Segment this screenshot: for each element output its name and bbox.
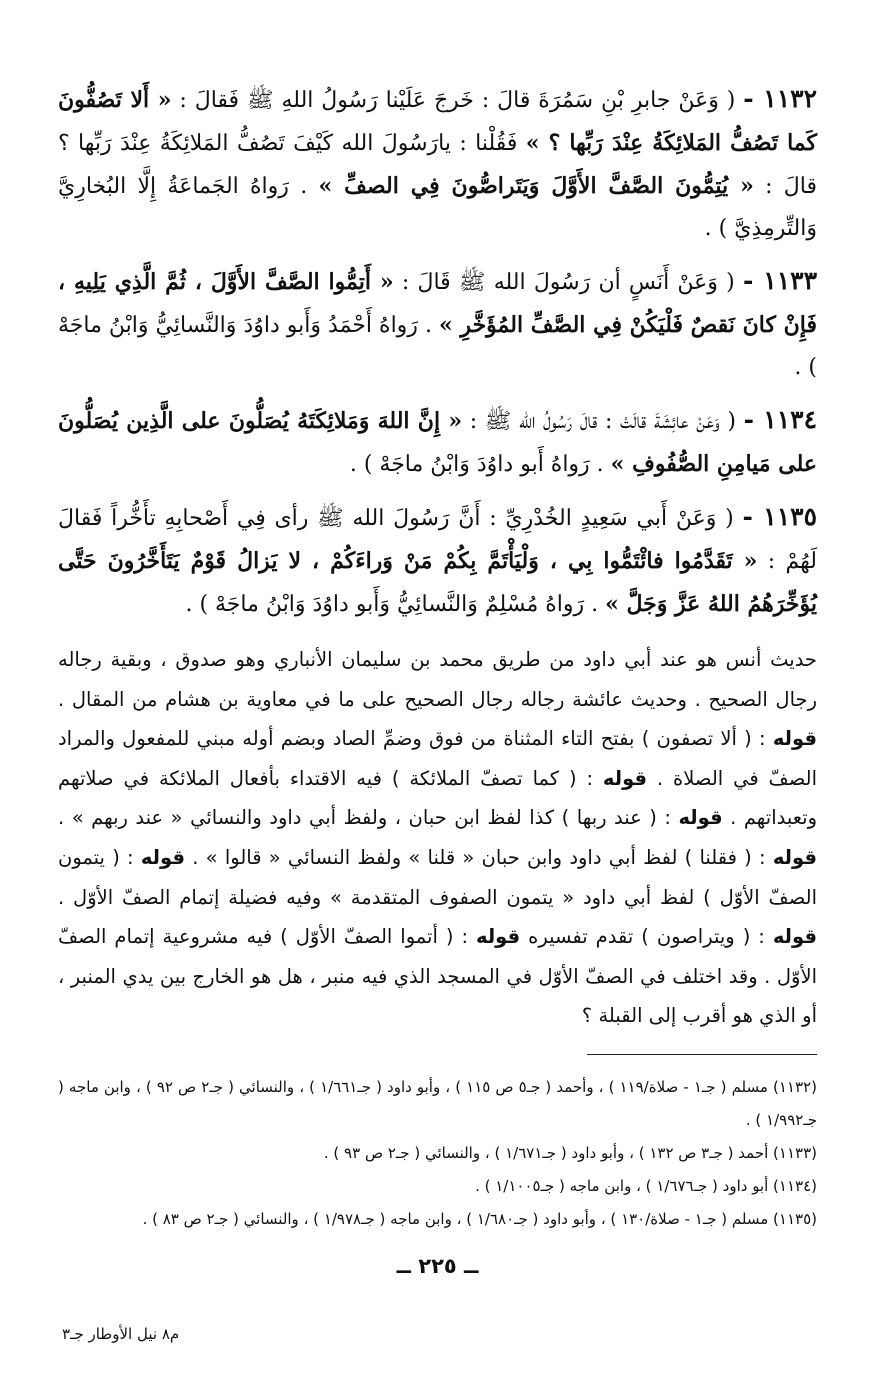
hadith-number: ١١٣٤ - bbox=[743, 405, 817, 434]
footnote: (١١٣٣) أحمد ( جـ٣ ص ١٣٢ ) ، وأبو داود ( جـ١/٦٧١ ) ، والنسائي ( جـ٢ ص ٩٣ ) . bbox=[323, 1143, 817, 1162]
commentary-text: : ( كما تصفّ الملائكة ) فيه الاقتداء بأفعال الملائكة في صلاتهم وتعبداتهم . bbox=[58, 766, 817, 830]
qawluhu-keyword: قوله bbox=[678, 806, 723, 830]
footnote-divider bbox=[587, 1054, 817, 1055]
hadith-matn: « يُتِمُّونَ الصَّفَّ الأَوَّلَ وَيَتَراصُّونَ فِي الصفِّ » bbox=[318, 173, 754, 199]
hadith-number: ١١٣٣ - bbox=[742, 266, 818, 295]
hadith-intro: ( وَعَنْ أَنَسٍ أن رَسُولَ الله ﷺ قَالَ : bbox=[401, 270, 735, 295]
hadith-matn: « تَقَدَّمُوا فائْتَمُّوا بِي ، وَلْيَأْتَمَّ بِكُمْ مَنْ وَراءَكُمْ ، لا يَزالُ قَوْمٌ يَتَأَخَّرُونَ حَتَّى يُؤَخِّرَهُمُ اللهُ عَزَّ وَجَلَّ » bbox=[58, 548, 817, 617]
hadith-1133 bbox=[58, 260, 817, 389]
commentary-text: : ( فقلنا ) لفظ أبي داود وابن حبان « قلنا » ولفظ النسائي « قالوا » . bbox=[192, 845, 766, 869]
hadith-matn: « إِنَّ اللهَ وَمَلائِكَتَهُ يُصَلُّونَ على الَّذِين يُصَلُّونَ على مَيامِنِ الصُّفُوفِ » bbox=[58, 408, 817, 477]
hadith-intro: ( وَعَنْ عائِشَةَ قالَتْ : قالَ رَسُولُ الله ﷺ : bbox=[469, 409, 736, 434]
qawluhu-keyword: قوله bbox=[772, 925, 817, 949]
commentary bbox=[58, 640, 817, 1036]
footnotes bbox=[58, 1071, 817, 1236]
hadith-intro: ( وَعَنْ جابرِ بْنِ سَمُرَةَ قالَ : خَرجَ عَلَيْنا رَسُولُ اللهِ ﷺ فَقالَ : bbox=[179, 88, 736, 113]
footnote: (١١٣٤) أبو داود ( جـ١/٦٧٦ ) ، وابن ماجه ( جـ١/١٠٠٥ ) . bbox=[475, 1176, 817, 1195]
volume-signature: م٨ نيل الأوطار جـ٣ bbox=[62, 1325, 180, 1343]
commentary-text: : ( ويتراصون ) تقدم تفسيره bbox=[528, 925, 765, 949]
qawluhu-keyword: قوله bbox=[772, 727, 817, 751]
hadith-1132 bbox=[58, 78, 817, 250]
commentary-text: : ( عند ربها ) كذا لفظ ابن حبان ، ولفظ أبي داود والنسائي « عند ربهم » . bbox=[58, 806, 671, 830]
hadith-source: . رَواهُ مُسْلِمٌ وَالنَّسائِيُّ وَأَبو داوُدَ وَابْنُ ماجَهْ ) . bbox=[185, 592, 599, 617]
qawluhu-keyword: قوله bbox=[140, 845, 186, 869]
qawluhu-keyword: قوله bbox=[476, 925, 521, 949]
commentary-text: : ( يتمون الصفّ الأوّل ) لفظ أبي داود « يتمون الصفوف المتقدمة » وفيه فضيلة إتمام الصفّ الأوّل . bbox=[58, 845, 817, 909]
page-number: ــ ٢٢٥ ــ bbox=[396, 1253, 479, 1278]
commentary-text: : ( أتموا الصفّ الأوّل ) فيه مشروعية إتمام الصفّ الأوّل . وقد اختلف في الصفّ الأوّل في المسجد الذي فيه منبر ، هل هو الخارج بين يدي المنبر ، أو الذي هو أقرب إلى القبلة ؟ bbox=[58, 925, 817, 1028]
hadith-matn: « أَلا تَصُفُّونَ كَما تَصُفُّ المَلائِكَةُ عِنْدَ رَبِّها ؟ » bbox=[58, 87, 818, 156]
qawluhu-keyword: قوله bbox=[772, 845, 817, 869]
hadith-source: . رَواهُ الجَماعَةُ إِلَّا البُخارِيَّ وَالتِّرمِذِيَّ ) . bbox=[58, 174, 817, 241]
hadith-source: . رَواهُ أَبو داوُدَ وَابْنُ ماجَهْ ) . bbox=[349, 452, 604, 477]
footnote: (١١٣٥) مسلم ( جـ١ - صلاة/١٣٠ ) ، وأبو داود ( جـ١/٦٨٠ ) ، وابن ماجه ( جـ١/٩٧٨ ) ، والنسائي ( جـ٢ ص ٨٣ ) . bbox=[142, 1209, 817, 1228]
commentary-text: : ( ألا تصفون ) بفتح التاء المثناة من فوق وضمِّ الصاد وبضم أوله مبني للمفعول والمراد الصفّ في الصلاة . bbox=[58, 727, 817, 790]
hadith-1134 bbox=[58, 399, 817, 486]
commentary-text: حديث أنس هو عند أبي داود من طريق محمد بن سليمان الأنباري وهو صدوق ، وبقية رجاله رجال الصحيح . وحديث عائشة رجاله رجال الصحيح على ما في معاوية بن هشام من المقال . bbox=[58, 648, 817, 711]
hadith-number: ١١٣٢ - bbox=[743, 84, 817, 113]
hadith-source: . رَواهُ أَحْمَدُ وَأَبو داوُدَ وَالنَّسائِيُّ وَابْنُ ماجَهْ ) . bbox=[58, 313, 817, 380]
hadith-matn: « أَتِمُّوا الصَّفَّ الأَوَّلَ ، ثُمَّ الَّذِي يَلِيهِ ، فَإِنْ كانَ نَقصٌ فَلْيَكُنْ فِي الصَّفِّ المُؤَخَّرِ » bbox=[58, 269, 817, 338]
footnote: (١١٣٢) مسلم ( جـ١ - صلاة/١١٩ ) ، وأحمد ( جـ٥ ص ١١٥ ) ، وأبو داود ( جـ١/٦٦١ ) ، والنسائي ( جـ٢ ص ٩٢ ) ، وابن ماجه ( جـ١/٩٩٢ ) . bbox=[58, 1077, 817, 1129]
hadith-intro: ( وَعَنْ أَبي سَعِيدٍ الخُدْرِيِّ : أَنَّ رَسُولَ الله ﷺ رأى فِي أَصْحابِهِ تأَخُّراً فَقالَ لَهُمْ : bbox=[58, 506, 818, 574]
hadith-text: فَقُلْنا : يارَسُولَ الله كَيْفَ تَصُفُّ المَلائِكَةُ عِنْدَ رَبِّها ؟ قالَ : bbox=[58, 131, 817, 199]
hadith-number: ١١٣٥ - bbox=[742, 502, 817, 531]
hadith-1135 bbox=[58, 496, 817, 626]
qawluhu-keyword: قوله bbox=[602, 766, 648, 790]
